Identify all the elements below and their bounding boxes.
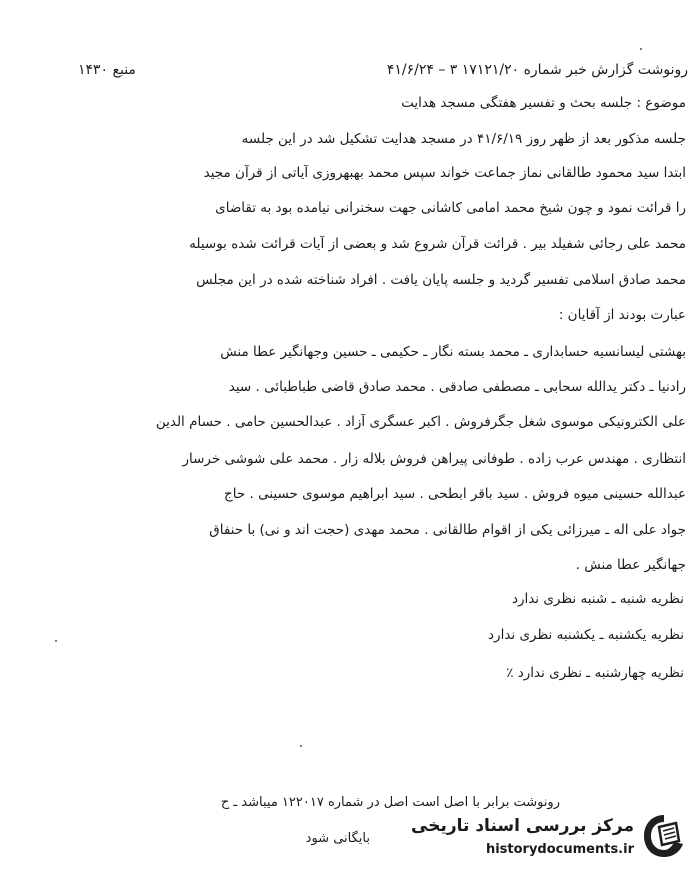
- body-line: محمد صادق اسلامی تفسیر گردید و جلسه پایان یافت . افراد شناخته شده در این مجلس: [196, 272, 686, 288]
- body-line: عبارت بودند از آقایان :: [558, 307, 686, 323]
- opinion-line: نظریه چهارشنبه ـ نظری ندارد ٪: [506, 665, 684, 681]
- scan-speck: [300, 745, 302, 747]
- body-line: جلسه مذکور بعد از ظهر روز ۴۱/۶/۱۹ در مسجد هدایت تشکیل شد در این جلسه: [241, 131, 686, 147]
- archive-logo-icon: [640, 812, 688, 860]
- body-line: ابتدا سید محمود طالقانی نماز جماعت خواند سپس محمد بهبهروزی آیاتی از قرآن مجید: [203, 165, 686, 181]
- report-header: رونوشت گزارش خبر شماره ۱۷۱۲۱/۲۰ ۳ – ۴۱/۶/۲۴: [386, 62, 688, 78]
- copy-note: رونوشت برابر با اصل است اصل در شماره ۱۲۲۰۱۷ میباشد ـ ح: [220, 795, 560, 810]
- watermark-url: historydocuments.ir: [485, 842, 634, 857]
- attendee-line: عبدالله حسینی میوه فروش . سید باقر ابطحی . سید ابراهیم موسوی حسینی . حاج: [224, 486, 686, 502]
- attendee-line: بهشتی لیسانسیه حسابداری ـ محمد بسته نگار ـ حکیمی ـ حسین وجهانگیر عطا منش: [220, 344, 686, 360]
- scan-speck: [640, 48, 642, 50]
- attendee-line: جواد علی اله ـ میرزائی یکی از اقوام طالقانی . محمد مهدی (حجت اند و نی) با حنفاق: [209, 522, 686, 538]
- scan-speck: [55, 640, 57, 642]
- attendee-line: انتظاری . مهندس عرب زاده . طوفانی پیراهن فروش بلاله زار . محمد علی شوشی خرسار: [182, 451, 686, 467]
- watermark-stamp: [411, 808, 690, 868]
- archive-note: بایگانی شود: [305, 831, 370, 846]
- attendee-line: علی الکترونیکی موسوی شغل جگرفروش . اکبر عسگری آزاد . عبدالحسین حامی . حسام الدین: [155, 414, 686, 430]
- attendee-line: رادنیا ـ دکتر یدالله سحابی ـ مصطفی صادقی . محمد صادق قاضی طباطبائی . سید: [228, 379, 686, 395]
- source-number: منبع ۱۴۳۰: [78, 62, 136, 78]
- report-subject: موضوع : جلسه بحث و تفسیر هفتگی مسجد هدایت: [401, 95, 686, 111]
- body-line: را قرائت نمود و چون شیخ محمد امامی کاشانی جهت سخنرانی نیامده بود به تقاضای: [215, 200, 686, 216]
- attendee-line: جهانگیر عطا منش .: [575, 557, 686, 573]
- body-line: محمد علی رجائی شفیلد بیر . قرائت قرآن شروع شد و بعضی از آیات قرائت شده بوسیله: [189, 236, 686, 252]
- opinion-line: نظریه یکشنبه ـ یکشنبه نظری ندارد: [488, 627, 684, 643]
- watermark-title: مرکز بررسی اسناد تاریخی: [411, 816, 634, 836]
- opinion-line: نظریه شنبه ـ شنبه نظری ندارد: [511, 591, 684, 607]
